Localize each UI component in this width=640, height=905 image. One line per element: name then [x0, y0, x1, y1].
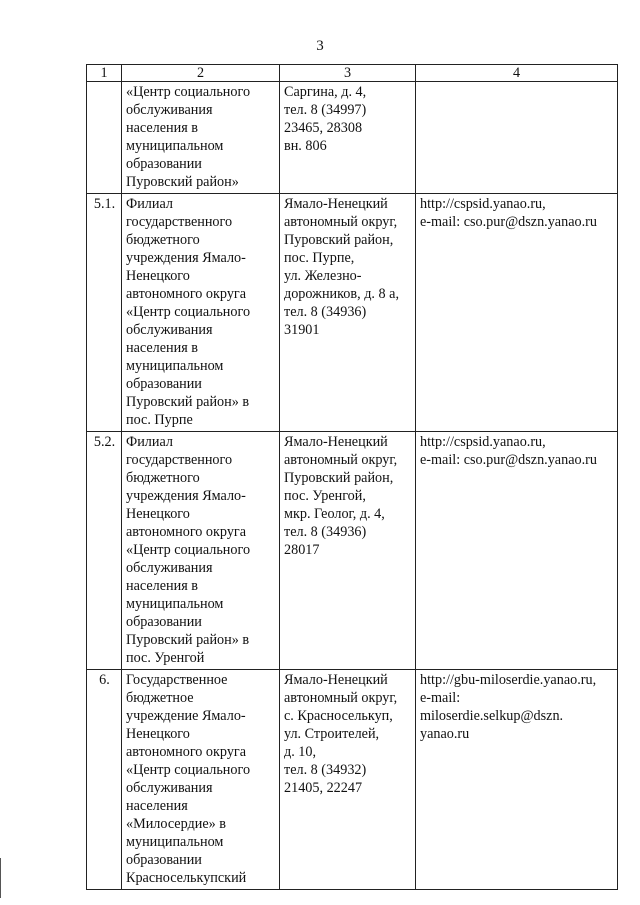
row-number: 5.1.: [87, 194, 122, 432]
institution-address: Ямало-Ненецкий автономный округ, с. Красноселькуп, ул. Строителей, д. 10, тел. 8 (34932) 21405, 22247: [280, 670, 416, 890]
column-header: 2: [122, 65, 280, 82]
column-header: 1: [87, 65, 122, 82]
institution-contacts[interactable]: http://gbu-miloserdie.yanao.ru, e-mail: miloserdie.selkup@dszn. yanao.ru: [416, 670, 618, 890]
column-header: 3: [280, 65, 416, 82]
row-number: [87, 82, 122, 194]
institution-address: Ямало-Ненецкий автономный округ, Пуровский район, пос. Пурпе, ул. Железно- дорожников, д. 8 а, тел. 8 (34936) 31901: [280, 194, 416, 432]
table-row: [87, 194, 618, 432]
column-header: 4: [416, 65, 618, 82]
institution-address: Ямало-Ненецкий автономный округ, Пуровский район, пос. Уренгой, мкр. Геолог, д. 4, тел. 8 (34936) 28017: [280, 432, 416, 670]
row-number: 6.: [87, 670, 122, 890]
institution-contacts[interactable]: http://cspsid.yanao.ru, e-mail: cso.pur@dszn.yanao.ru: [416, 194, 618, 432]
scan-edge-mark: [0, 858, 1, 898]
institution-name: «Центр социального обслуживания населения в муниципальном образовании Пуровский район»: [122, 82, 280, 194]
row-number: 5.2.: [87, 432, 122, 670]
table-header-row: [87, 65, 618, 82]
institution-name: Государственное бюджетное учреждение Ямало- Ненецкого автономного округа «Центр социального обслуживания населения «Милосердие» в муниципальном образовании Красноселькупский: [122, 670, 280, 890]
institution-name: Филиал государственного бюджетного учреждения Ямало- Ненецкого автономного округа «Центр социального обслуживания населения в муниципальном образовании Пуровский район» в пос. Пурпе: [122, 194, 280, 432]
institution-address: Саргина, д. 4, тел. 8 (34997) 23465, 28308 вн. 806: [280, 82, 416, 194]
institutions-table: [86, 64, 618, 890]
institution-contacts[interactable]: http://cspsid.yanao.ru, e-mail: cso.pur@dszn.yanao.ru: [416, 432, 618, 670]
institution-name: Филиал государственного бюджетного учреждения Ямало- Ненецкого автономного округа «Центр социального обслуживания населения в муниципальном образовании Пуровский район» в пос. Уренгой: [122, 432, 280, 670]
table-row: [87, 82, 618, 194]
table-row: [87, 670, 618, 890]
table-row: [87, 432, 618, 670]
institution-contacts: [416, 82, 618, 194]
page-number: 3: [316, 38, 324, 54]
